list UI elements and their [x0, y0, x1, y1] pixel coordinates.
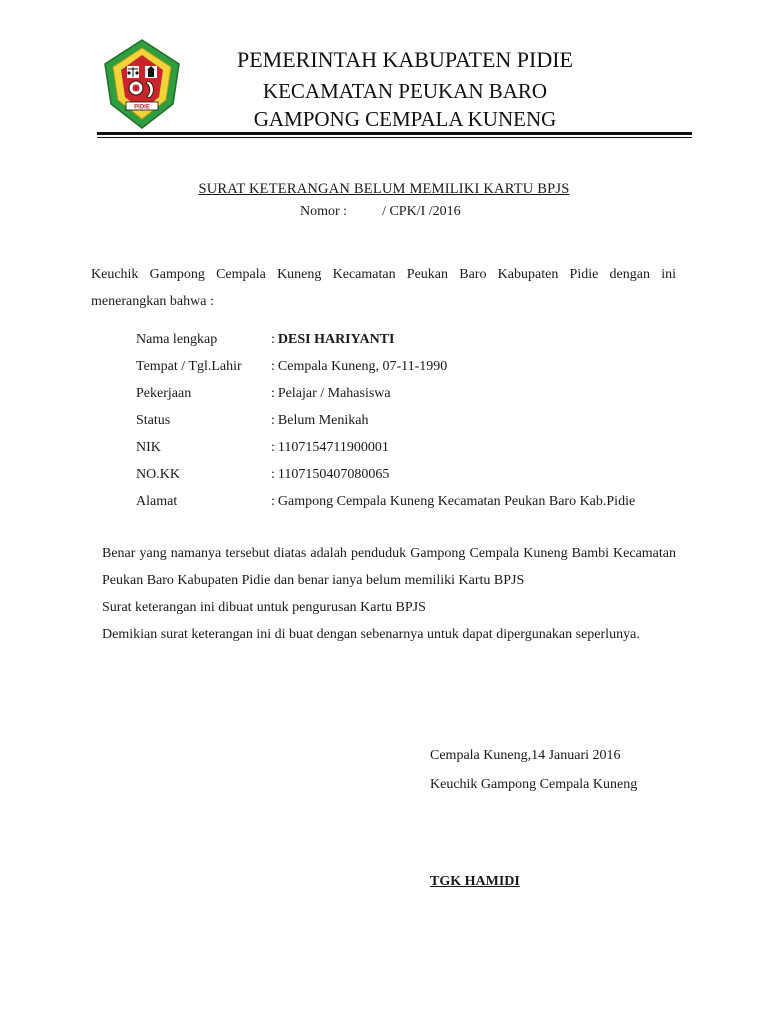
pidie-emblem-logo [103, 38, 181, 130]
field-row-ttl [136, 353, 635, 380]
letterhead-village: GAMPONG CEMPALA KUNENG [253, 107, 557, 131]
field-label: NIK [136, 440, 161, 455]
body-statement-text: Benar yang namanya tersebut diatas adalah penduduk Gampong Cempala Kuneng Bambi Kecamatan Peukan Baro Kabupaten Pidie dan benar ianya belum memiliki Kartu BPJS [102, 546, 676, 588]
field-row-nokk [136, 461, 635, 488]
field-value-pekerjaan: Pelajar / Mahasiswa [277, 386, 391, 401]
logo-ribbon-text: PIDIE [134, 104, 150, 111]
intro-text: Keuchik Gampong Cempala Kuneng Kecamatan Peukan Baro Kabupaten Pidie dengan ini menerangkan bahwa : [91, 267, 676, 309]
field-colon: : [271, 467, 275, 482]
signature-name: TGK HAMIDI [430, 874, 520, 889]
intro-paragraph [91, 261, 676, 315]
field-colon: : [271, 413, 275, 428]
field-label: NO.KK [136, 467, 180, 482]
body-purpose-text: Surat keterangan ini dibuat untuk pengurusan Kartu BPJS [102, 600, 426, 615]
field-value-status: Belum Menikah [277, 413, 369, 428]
field-value-nokk: 1107150407080065 [277, 467, 390, 482]
body-paragraph-purpose [102, 594, 676, 621]
identity-fields [136, 326, 635, 515]
letterhead-rule-thick [97, 132, 692, 135]
body-paragraph-statement [102, 540, 676, 594]
field-value-ttl: Cempala Kuneng, 07-11-1990 [277, 359, 448, 374]
field-colon: : [271, 440, 275, 455]
field-colon: : [271, 359, 275, 374]
field-colon: : [271, 386, 275, 401]
field-colon: : [271, 332, 275, 347]
field-label: Alamat [136, 494, 178, 509]
field-label: Nama lengkap [136, 332, 218, 347]
signature-role: Keuchik Gampong Cempala Kuneng [430, 777, 638, 792]
letter-number-value: / CPK/I /2016 [382, 204, 461, 219]
field-label: Status [136, 413, 171, 428]
field-value-alamat: Gampong Cempala Kuneng Kecamatan Peukan Baro Kab.Pidie [277, 494, 636, 509]
field-row-status [136, 407, 635, 434]
field-row-nama [136, 326, 635, 353]
field-row-pekerjaan [136, 380, 635, 407]
body-paragraph-closing [102, 621, 676, 648]
signature-place-date: Cempala Kuneng,14 Januari 2016 [430, 748, 621, 763]
letter-number [300, 204, 461, 220]
field-row-nik [136, 434, 635, 461]
field-value-nama: DESI HARIYANTI [277, 332, 395, 347]
letterhead-government: PEMERINTAH KABUPATEN PIDIE [237, 47, 573, 72]
letterhead-rule-thin [97, 137, 692, 138]
letterhead-district: KECAMATAN PEUKAN BARO [262, 79, 548, 103]
letter-number-label: Nomor : [300, 204, 348, 219]
field-label: Pekerjaan [136, 386, 192, 401]
body-closing-text: Demikian surat keterangan ini di buat dengan sebenarnya untuk dapat dipergunakan seperlunya. [102, 627, 640, 642]
field-colon: : [271, 494, 275, 509]
field-label: Tempat / Tgl.Lahir [136, 359, 242, 374]
field-row-alamat [136, 488, 635, 515]
letter-title: SURAT KETERANGAN BELUM MEMILIKI KARTU BPJS [198, 181, 570, 197]
field-value-nik: 1107154711900001 [277, 440, 389, 455]
